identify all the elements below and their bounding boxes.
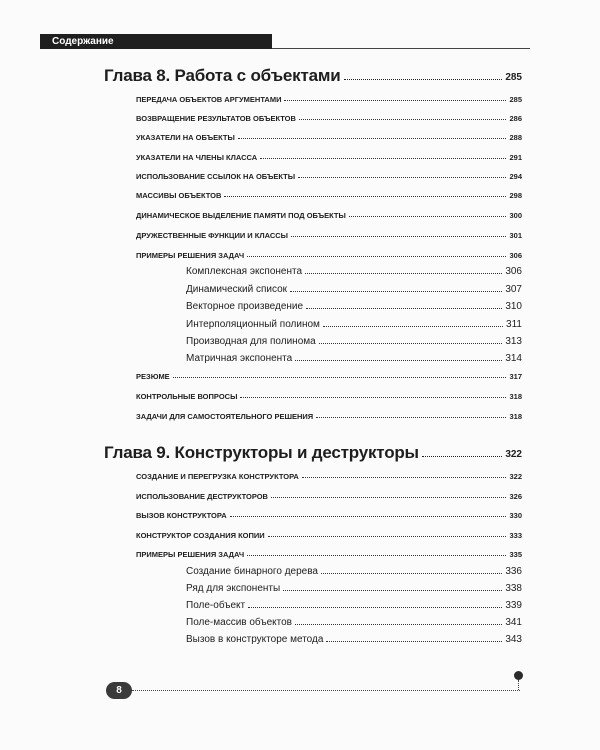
- subsection-page: 339: [505, 600, 522, 611]
- toc-section[interactable]: [136, 226, 522, 240]
- dot-leader: [247, 256, 506, 257]
- toc-section[interactable]: [136, 206, 522, 220]
- subsection-page: 313: [505, 336, 522, 347]
- subsection-page: 338: [505, 583, 522, 594]
- toc-section[interactable]: [136, 526, 522, 540]
- section-title: УКАЗАТЕЛИ НА ОБЪЕКТЫ: [136, 133, 235, 142]
- toc-section[interactable]: [136, 387, 522, 401]
- dot-leader: [302, 477, 507, 478]
- toc-section[interactable]: [136, 109, 522, 123]
- section-title: РЕЗЮМЕ: [136, 372, 170, 381]
- section-page: 333: [509, 531, 522, 540]
- dot-leader: [306, 308, 502, 309]
- dot-leader: [284, 100, 506, 101]
- section-title: ВЫЗОВ КОНСТРУКТОРА: [136, 511, 227, 520]
- toc-subsection[interactable]: [186, 614, 522, 628]
- section-title: ВОЗВРАЩЕНИЕ РЕЗУЛЬТАТОВ ОБЪЕКТОВ: [136, 114, 296, 123]
- subsection-page: 310: [505, 301, 522, 312]
- dot-leader: [260, 158, 506, 159]
- toc-section[interactable]: [136, 407, 522, 421]
- section-page: 326: [509, 492, 522, 501]
- subsection-title: Поле-массив объектов: [186, 617, 292, 628]
- subsection-title: Векторное произведение: [186, 301, 304, 312]
- dot-leader: [323, 326, 503, 327]
- toc-subsection[interactable]: [186, 580, 522, 594]
- dot-leader: [299, 119, 507, 120]
- toc-subsection[interactable]: [186, 631, 522, 645]
- section-title: ИСПОЛЬЗОВАНИЕ ДЕСТРУКТОРОВ: [136, 492, 268, 501]
- toc-section[interactable]: [136, 487, 522, 501]
- subsection-page: 306: [505, 266, 522, 277]
- subsection-title: Создание бинарного дерева: [186, 566, 318, 577]
- dot-leader: [248, 607, 502, 608]
- dot-leader: [316, 417, 506, 418]
- dot-leader: [319, 343, 503, 344]
- dot-leader: [290, 291, 502, 292]
- section-page: 291: [509, 153, 522, 162]
- dot-leader: [295, 624, 502, 625]
- subsection-page: 336: [505, 566, 522, 577]
- subsection-page: 343: [505, 634, 522, 645]
- toc-section[interactable]: [136, 545, 522, 559]
- running-header-title: Содержание: [52, 36, 114, 47]
- section-title: КОНСТРУКТОР СОЗДАНИЯ КОПИИ: [136, 531, 265, 540]
- toc-subsection[interactable]: [186, 263, 522, 277]
- toc-section[interactable]: [136, 186, 522, 200]
- toc-subsection[interactable]: [186, 316, 522, 330]
- subsection-page: 341: [505, 617, 522, 628]
- subsection-page: 307: [505, 284, 522, 295]
- dot-leader: [230, 516, 507, 517]
- dot-leader: [305, 273, 502, 274]
- section-page: 288: [509, 133, 522, 142]
- toc-subsection[interactable]: [186, 333, 522, 347]
- section-page: 330: [509, 511, 522, 520]
- toc-subsection[interactable]: [186, 597, 522, 611]
- toc-subsection[interactable]: [186, 350, 522, 364]
- dot-leader: [344, 79, 503, 80]
- dot-leader: [238, 138, 507, 139]
- section-page: 306: [509, 251, 522, 260]
- section-page: 286: [509, 114, 522, 123]
- section-page: 285: [509, 95, 522, 104]
- section-page: 294: [509, 172, 522, 181]
- section-title: СОЗДАНИЕ И ПЕРЕГРУЗКА КОНСТРУКТОРА: [136, 472, 299, 481]
- toc-subsection[interactable]: [186, 298, 522, 312]
- footer-connector: [518, 680, 519, 690]
- section-title: ИСПОЛЬЗОВАНИЕ ССЫЛОК НА ОБЪЕКТЫ: [136, 172, 296, 181]
- dot-leader: [271, 497, 507, 498]
- toc-chapter-8[interactable]: [104, 58, 522, 86]
- toc-section[interactable]: [136, 128, 522, 142]
- toc-section[interactable]: [136, 246, 522, 260]
- dot-leader: [247, 555, 506, 556]
- section-title: ПРИМЕРЫ РЕШЕНИЯ ЗАДАЧ: [136, 251, 245, 260]
- dot-leader: [295, 360, 502, 361]
- dot-leader: [224, 196, 506, 197]
- section-page: 318: [509, 392, 522, 401]
- dot-leader: [240, 397, 506, 398]
- toc-subsection[interactable]: [186, 281, 522, 295]
- section-title: ПРИМЕРЫ РЕШЕНИЯ ЗАДАЧ: [136, 550, 245, 559]
- toc-section[interactable]: [136, 467, 522, 481]
- subsection-title: Комплексная экспонента: [186, 266, 303, 277]
- section-title: ДИНАМИЧЕСКОЕ ВЫДЕЛЕНИЕ ПАМЯТИ ПОД ОБЪЕКТЫ: [136, 211, 346, 220]
- toc-section[interactable]: [136, 367, 522, 381]
- dot-leader: [283, 590, 502, 591]
- toc-chapter-9[interactable]: [104, 435, 522, 463]
- section-page: 318: [509, 412, 522, 421]
- footer-dot-icon: [514, 671, 523, 680]
- toc-section[interactable]: [136, 148, 522, 162]
- section-page: 300: [509, 211, 522, 220]
- section-page: 298: [509, 191, 522, 200]
- toc-subsection[interactable]: [186, 563, 522, 577]
- subsection-page: 311: [506, 319, 522, 330]
- subsection-title: Ряд для экспоненты: [186, 583, 281, 594]
- dot-leader: [321, 573, 502, 574]
- subsection-title: Интерполяционный полином: [186, 319, 320, 330]
- subsection-page: 314: [505, 353, 522, 364]
- dot-leader: [268, 536, 507, 537]
- section-title: КОНТРОЛЬНЫЕ ВОПРОСЫ: [136, 392, 238, 401]
- chapter-title: Глава 8. Работа с объектами: [104, 66, 341, 85]
- page-number-badge: 8: [106, 682, 132, 699]
- toc-section[interactable]: [136, 167, 522, 181]
- header-rule: [272, 48, 530, 49]
- chapter-page: 322: [505, 449, 522, 460]
- section-title: ЗАДАЧИ ДЛЯ САМОСТОЯТЕЛЬНОГО РЕШЕНИЯ: [136, 412, 314, 421]
- section-page: 317: [509, 372, 522, 381]
- subsection-title: Динамический список: [186, 284, 288, 295]
- section-title: ПЕРЕДАЧА ОБЪЕКТОВ АРГУМЕНТАМИ: [136, 95, 282, 104]
- section-page: 322: [509, 472, 522, 481]
- toc-section[interactable]: [136, 506, 522, 520]
- section-page: 335: [509, 550, 522, 559]
- chapter-page: 285: [505, 72, 522, 83]
- subsection-title: Матричная экспонента: [186, 353, 293, 364]
- footer-rule: [132, 690, 520, 691]
- section-title: ДРУЖЕСТВЕННЫЕ ФУНКЦИИ И КЛАССЫ: [136, 231, 289, 240]
- dot-leader: [173, 377, 507, 378]
- section-title: УКАЗАТЕЛИ НА ЧЛЕНЫ КЛАССА: [136, 153, 258, 162]
- dot-leader: [291, 236, 506, 237]
- dot-leader: [422, 456, 502, 457]
- section-page: 301: [509, 231, 522, 240]
- subsection-title: Производная для полинома: [186, 336, 316, 347]
- running-header: [40, 34, 272, 49]
- subsection-title: Вызов в конструкторе метода: [186, 634, 324, 645]
- dot-leader: [298, 177, 506, 178]
- subsection-title: Поле-объект: [186, 600, 246, 611]
- chapter-title: Глава 9. Конструкторы и деструкторы: [104, 443, 419, 462]
- toc-section[interactable]: [136, 90, 522, 104]
- dot-leader: [326, 641, 502, 642]
- section-title: МАССИВЫ ОБЪЕКТОВ: [136, 191, 222, 200]
- dot-leader: [349, 216, 507, 217]
